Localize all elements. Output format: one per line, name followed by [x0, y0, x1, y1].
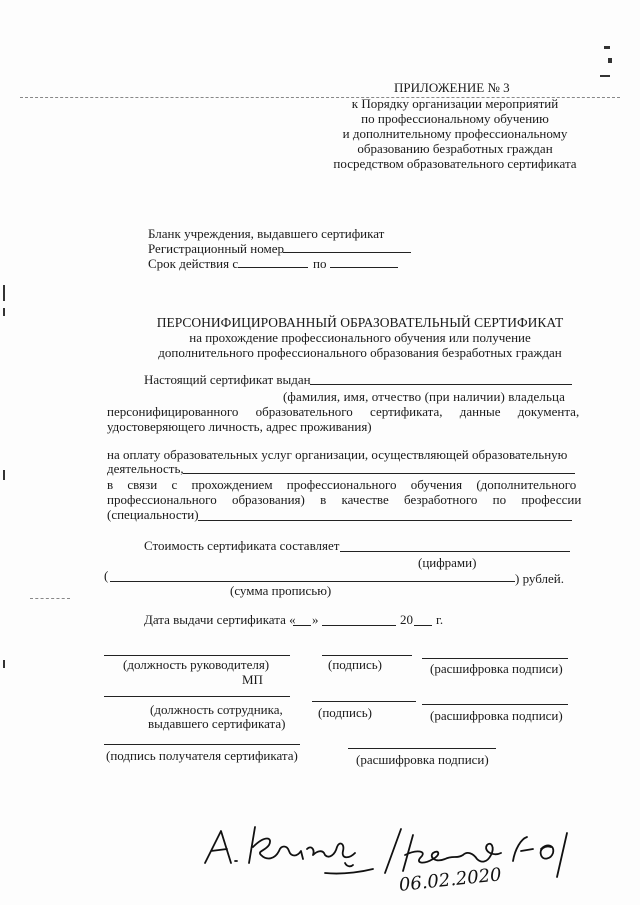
scan-mark-right-3 [600, 75, 610, 77]
staff-signature-label: (подпись) [318, 705, 372, 720]
head-signature-line[interactable] [322, 655, 412, 656]
staff-decoding-line[interactable] [422, 704, 568, 705]
cost-rubles: ) рублей. [515, 571, 564, 586]
date-month-field[interactable] [322, 625, 396, 626]
recipient-decoding-line[interactable] [348, 748, 496, 749]
recipient-decoding-label: (расшифровка подписи) [356, 752, 489, 767]
recipient-signature-line[interactable] [104, 744, 300, 745]
header-blank: Бланк учреждения, выдавшего сертификат [148, 226, 385, 241]
issued-hint-2: персонифицированного образовательного сертификата, данные документа, [107, 404, 580, 419]
date-mid: » [312, 612, 319, 627]
scan-mark-right-2 [608, 58, 612, 63]
issued-to-label: Настоящий сертификат выдан [144, 372, 311, 387]
appendix-title: ПРИЛОЖЕНИЕ № 3 [394, 80, 510, 95]
staff-position-line[interactable] [104, 696, 290, 697]
certificate-subtitle-1: на прохождение профессионального обучения или получение [189, 330, 531, 345]
issued-hint-1: (фамилия, имя, отчество (при наличии) владельца [283, 389, 565, 404]
appendix-line-4: образованию безработных граждан [357, 141, 553, 156]
header-reg-label: Регистрационный номер [148, 241, 284, 256]
scan-mark-left-2 [3, 308, 5, 316]
date-g: г. [436, 612, 444, 627]
staff-signature-line[interactable] [312, 701, 416, 702]
appendix-line-3: и дополнительному профессиональному [342, 126, 568, 141]
appendix-line-5: посредством образовательного сертификата [333, 156, 577, 171]
relation-line-3: (специальности) [107, 507, 199, 522]
date-year-prefix: 20 [400, 612, 413, 627]
validity-from-field[interactable] [238, 267, 308, 268]
staff-decoding-label: (расшифровка подписи) [430, 708, 563, 723]
appendix-line-2: по профессиональному обучению [361, 111, 549, 126]
payment-line-2: деятельность, [107, 461, 184, 476]
relation-line-1: в связи с прохождением профессионального обучения (дополнительного [107, 477, 577, 492]
staff-position-label-1: (должность сотрудника, [150, 702, 283, 717]
reg-number-field[interactable] [283, 252, 411, 253]
cost-digits-hint: (цифрами) [418, 555, 477, 570]
date-label: Дата выдачи сертификата « [144, 612, 296, 627]
profession-field[interactable] [198, 520, 572, 521]
handwritten-date: 06.02.2020 [397, 864, 503, 896]
payment-line-1: на оплату образовательных услуг организации, осуществляющей образовательную [107, 447, 568, 462]
staff-position-label-2: выдавшего сертификата) [148, 716, 286, 731]
head-signature-label: (подпись) [328, 657, 382, 672]
certificate-title: ПЕРСОНИФИЦИРОВАННЫЙ ОБРАЗОВАТЕЛЬНЫЙ СЕРТИФИКАТ [156, 315, 564, 330]
date-year-field[interactable] [414, 625, 432, 626]
issued-to-field[interactable] [310, 384, 572, 385]
relation-line-2: профессионального образования) в качестве безработного по профессии [107, 492, 582, 507]
cost-paren-open: ( [104, 568, 109, 583]
cost-label: Стоимость сертификата составляет [144, 538, 340, 553]
head-position-label: (должность руководителя) [123, 657, 270, 672]
date-day-field[interactable] [293, 625, 311, 626]
cost-digits-field[interactable] [340, 551, 570, 552]
recipient-signature-label: (подпись получателя сертификата) [106, 748, 298, 763]
organization-field[interactable] [183, 473, 575, 474]
cost-words-field[interactable] [110, 581, 515, 582]
head-position-line[interactable] [104, 655, 290, 656]
head-decoding-line[interactable] [422, 658, 568, 659]
validity-to-label: по [313, 256, 327, 271]
scan-mark-left-1 [3, 285, 5, 301]
stamp-label: МП [242, 672, 263, 687]
validity-to-field[interactable] [330, 267, 398, 268]
head-decoding-label: (расшифровка подписи) [430, 661, 563, 676]
scan-mark-left-4 [3, 660, 5, 668]
issued-hint-3: удостоверяющего личность, адрес проживания) [107, 419, 372, 434]
certificate-subtitle-2: дополнительного профессионального образования безработных граждан [158, 345, 562, 360]
scan-dash-mid [30, 598, 70, 599]
scan-mark-right-1 [604, 46, 610, 49]
scan-mark-left-3 [3, 470, 5, 480]
appendix-line-1: к Порядку организации мероприятий [351, 96, 559, 111]
cost-words-hint: (сумма прописью) [230, 583, 332, 598]
validity-from-label: Срок действия с [148, 256, 239, 271]
